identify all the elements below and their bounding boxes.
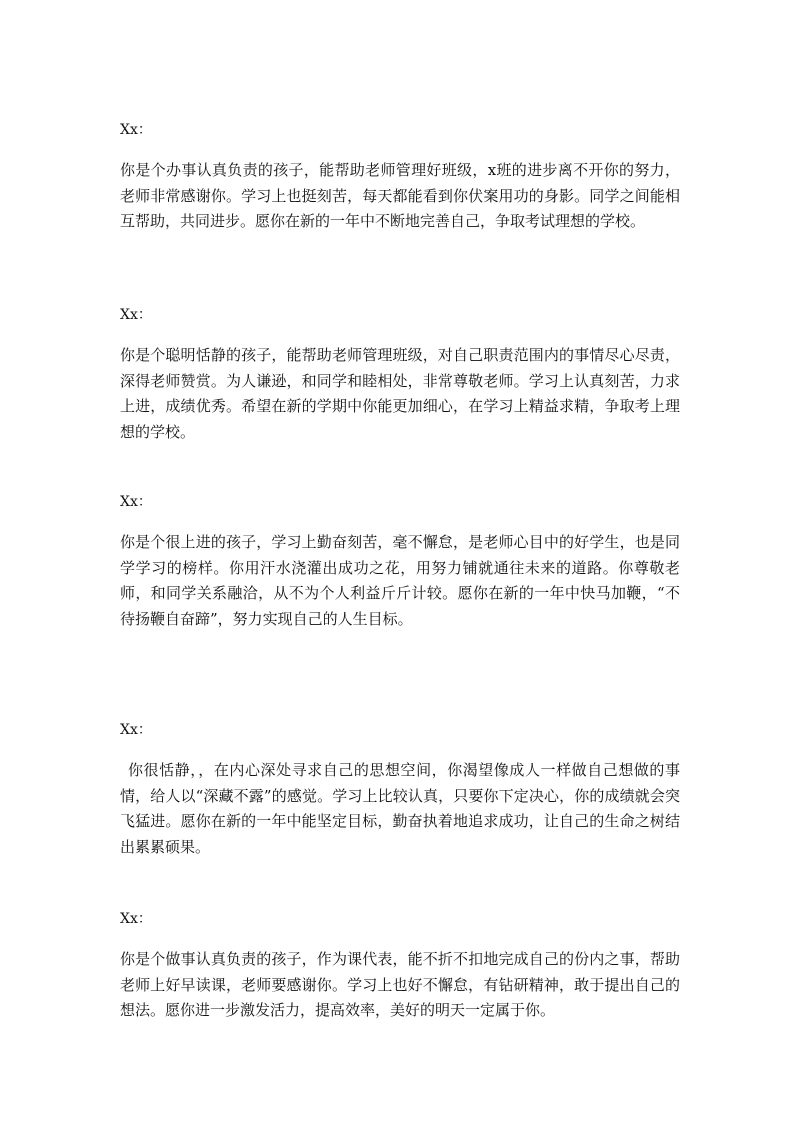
- comment-text: 你很恬静，，在内心深处寻求自己的思想空间，你渴望像成人一样做自己想做的事情，给人以“深藏不露”的感觉。学习上比较认真，只要你下定决心，你的成绩就会突飞猛进。愿你在新的一年中能坚定目标，勤奋执着地追求成功，让自己的生命之树结出累累硕果。: [120, 761, 680, 856]
- comment-entry-5: [120, 909, 680, 1024]
- comment-entry-3: [120, 492, 680, 632]
- comment-entry-1: [120, 120, 680, 235]
- comment-salutation: Xx：: [120, 122, 152, 138]
- comment-entry-4: [120, 720, 680, 860]
- comment-salutation: Xx：: [120, 494, 152, 510]
- comment-entry-2: [120, 305, 680, 445]
- comment-text: 你是个做事认真负责的孩子，作为课代表，能不折不扣地完成自己的份内之事，帮助老师上好早读课，老师要感谢你。学习上也好不懈怠，有钻研精神，敢于提出自己的想法。愿你进一步激发活力，提高效率，美好的明天一定属于你。: [120, 950, 680, 1019]
- comment-salutation: Xx：: [120, 722, 152, 738]
- comment-text: 你是个聪明恬静的孩子，能帮助老师管理班级，对自己职责范围内的事情尽心尽责，深得老师赞赏。为人谦逊，和同学和睦相处，非常尊敬老师。学习上认真刻苦，力求上进，成绩优秀。希望在新的学期中你能更加细心，在学习上精益求精，争取考上理想的学校。: [120, 346, 680, 441]
- comment-salutation: Xx：: [120, 911, 152, 927]
- comment-text: 你是个很上进的孩子，学习上勤奋刻苦，毫不懈怠，是老师心目中的好学生，也是同学学习的榜样。你用汗水浇灌出成功之花，用努力铺就通往未来的道路。你尊敬老师，和同学关系融洽，从不为个人利益斤斤计较。愿你在新的一年中快马加鞭，“不待扬鞭自奋蹄”，努力实现自己的人生目标。: [120, 533, 680, 628]
- comment-text: 你是个办事认真负责的孩子，能帮助老师管理好班级，x班的进步离不开你的努力，老师非常感谢你。学习上也挺刻苦，每天都能看到你伏案用功的身影。同学之间能相互帮助，共同进步。愿你在新的一年中不断地完善自己，争取考试理想的学校。: [120, 161, 680, 230]
- comment-salutation: Xx：: [120, 307, 152, 323]
